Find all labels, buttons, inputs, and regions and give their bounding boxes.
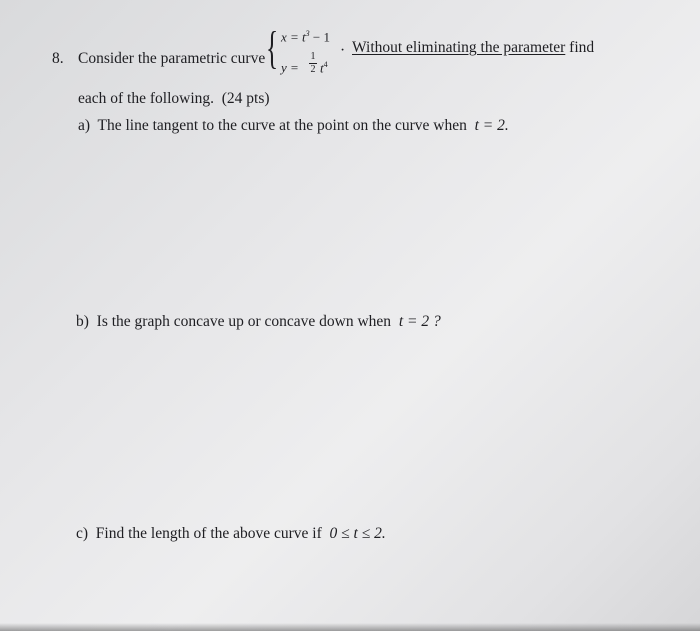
y-equation-t: t xyxy=(320,60,324,76)
problem-intro: Consider the parametric curve xyxy=(78,50,266,67)
y-equation-fraction xyxy=(309,52,317,75)
x-equation-base: x = t xyxy=(281,29,306,45)
continuation-text: each of the following. xyxy=(78,90,215,107)
part-a-condition: t = 2. xyxy=(474,117,509,134)
part-b-label: b) xyxy=(76,313,89,330)
part-b-text: Is the graph concave up or concave down when xyxy=(96,313,392,330)
part-b-condition: t = 2 ? xyxy=(398,313,441,330)
paper-bottom-edge xyxy=(0,623,700,631)
separator-dot: · xyxy=(340,42,346,59)
fraction-denominator: 2 xyxy=(310,64,316,75)
problem-number: 8. xyxy=(52,50,64,67)
x-equation-exponent: 3 xyxy=(305,29,310,38)
system-brace: { xyxy=(266,22,279,73)
x-equation xyxy=(281,29,330,45)
y-equation-exponent: 4 xyxy=(323,60,328,69)
fraction-numerator: 1 xyxy=(310,51,316,62)
y-equation-lhs: y = xyxy=(281,60,299,75)
instruction-underlined: Without eliminating the parameter xyxy=(352,39,566,56)
part-c xyxy=(76,525,386,543)
y-equation-variable xyxy=(320,60,328,76)
part-c-label: c) xyxy=(76,525,89,542)
part-c-condition: 0 ≤ t ≤ 2. xyxy=(329,525,386,542)
x-equation-tail: − 1 xyxy=(309,29,330,45)
problem-continuation xyxy=(78,90,270,108)
instruction-end: find xyxy=(565,39,595,56)
part-a-text: The line tangent to the curve at the point on the curve when xyxy=(97,117,467,134)
part-c-text: Find the length of the above curve if xyxy=(95,525,322,542)
points-label: (24 pts) xyxy=(221,90,270,107)
part-a-label: a) xyxy=(78,117,91,134)
part-b xyxy=(76,313,441,331)
problem-instruction xyxy=(352,39,594,57)
part-a xyxy=(78,117,509,135)
